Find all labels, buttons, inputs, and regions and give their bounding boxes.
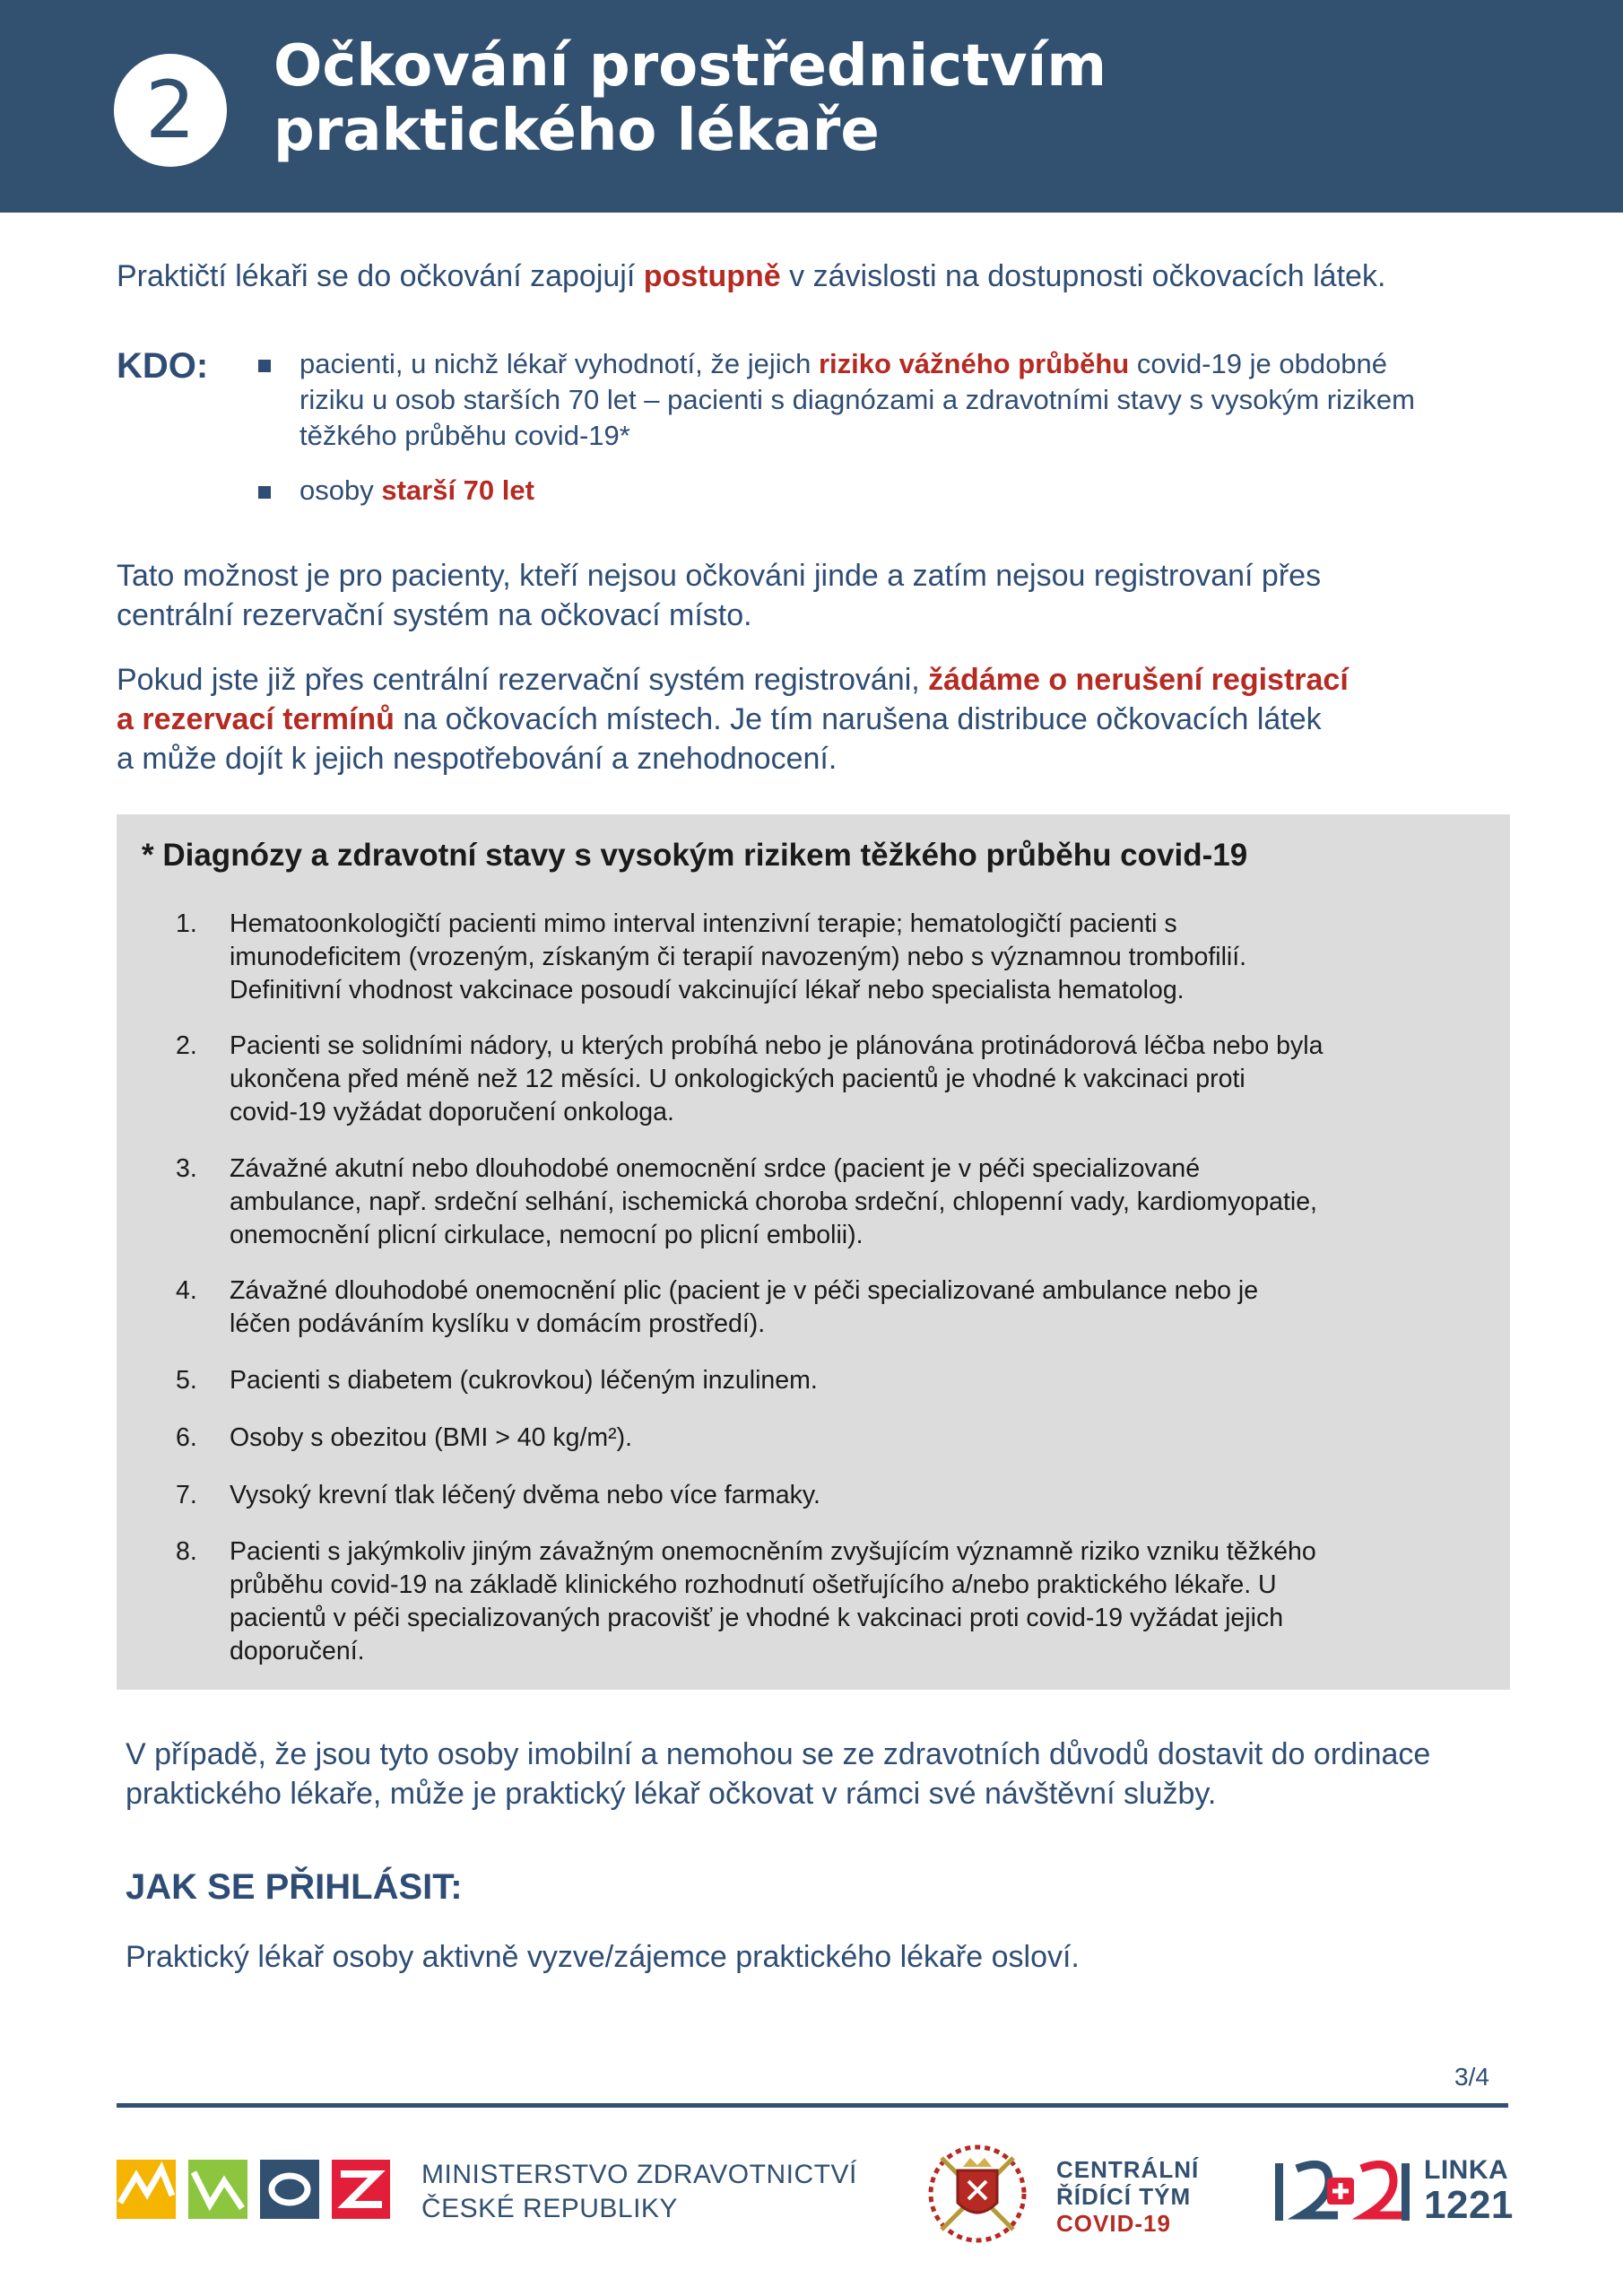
kdo-label: KDO: <box>117 346 209 386</box>
title-line-2: praktického lékaře <box>273 98 880 164</box>
diagnosis-number: 7. <box>176 1481 197 1509</box>
section-number-badge: 2 <box>114 54 227 167</box>
intro-text-end: v závislosti na dostupnosti očkovacích látek. <box>780 259 1386 293</box>
diagnosis-line: onemocnění plicní cirkulace, nemocní po plicní embolii). <box>230 1221 864 1249</box>
diagnosis-number: 3. <box>176 1154 197 1183</box>
diagnosis-item <box>176 1152 1431 1252</box>
kdo-item-1-line-2: riziku u osob starších 70 let – pacienti s diagnózami a zdravotními stavy s vysokým rizikem <box>299 384 1415 415</box>
diagnosis-item <box>176 1535 1431 1668</box>
crt-name-line-3: COVID-19 <box>1056 2210 1171 2237</box>
home-visit-line-1: V případě, že jsou tyto osoby imobilní a nemohou se ze zdravotních důvodů dostavit do ordinace <box>126 1737 1431 1771</box>
bullet-square-icon <box>258 360 271 372</box>
crt-name-line-1: CENTRÁLNÍ <box>1056 2156 1200 2183</box>
diagnosis-item <box>176 908 1431 1007</box>
registration-text: Pokud jste již přes centrální rezervační systém registrováni, <box>117 663 929 697</box>
diagnosis-number: 4. <box>176 1276 197 1305</box>
kdo-item-2-highlight: starší 70 let <box>381 474 534 506</box>
diagnosis-line: Hematoonkologičtí pacienti mimo interval intenzivní terapie; hematologičtí pacienti s <box>230 909 1177 938</box>
availability-line-1: Tato možnost je pro pacienty, kteří nejsou očkováni jinde a zatím nejsou registrovaní přes <box>117 559 1322 593</box>
page-title <box>273 34 1107 163</box>
diagnosis-line: Vysoký krevní tlak léčený dvěma nebo více farmaky. <box>230 1481 820 1509</box>
diagnosis-line: ambulance, např. srdeční selhání, ischemická choroba srdeční, chlopenní vady, kardiomyopatie, <box>230 1187 1317 1216</box>
registration-highlight-2: a rezervací termínů <box>117 702 395 736</box>
diagnosis-line: léčen podáváním kyslíku v domácím prostředí). <box>230 1309 766 1338</box>
diagnosis-item <box>176 1479 1431 1512</box>
crt-name-line-2: ŘÍDÍCÍ TÝM <box>1056 2183 1192 2210</box>
intro-paragraph <box>117 257 1385 296</box>
ministry-logo-icon <box>117 2160 390 2224</box>
diagnosis-line: ukončena před méně než 12 měsíci. U onkologických pacientů je vhodné k vakcinaci proti <box>230 1065 1245 1093</box>
diagnosis-line: pacientů v péči specializovaných pracovišť je vhodné k vakcinaci proti covid-19 vyžádat jejich <box>230 1604 1284 1632</box>
crt-emblem-icon <box>924 2140 1031 2248</box>
diagnosis-number: 1. <box>176 909 197 938</box>
kdo-item-1-line-1 <box>299 346 1415 382</box>
diagnosis-number: 5. <box>176 1366 197 1395</box>
page-number: 3/4 <box>1454 2063 1489 2091</box>
availability-paragraph <box>117 556 1321 635</box>
bullet-square-icon <box>258 486 271 499</box>
diagnosis-item <box>176 1364 1431 1397</box>
intro-text: Praktičtí lékaři se do očkování zapojují <box>117 259 644 293</box>
ministry-name <box>421 2158 857 2226</box>
diagnosis-number: 2. <box>176 1031 197 1060</box>
hotline-label-line-1: LINKA <box>1424 2155 1509 2185</box>
title-line-1: Očkování prostřednictvím <box>273 33 1107 100</box>
diagnosis-line: Definitivní vhodnost vakcinace posoudí vakcinující lékař nebo specialista hematolog. <box>230 976 1185 1004</box>
how-to-register-heading: JAK SE PŘIHLÁSIT: <box>126 1867 463 1907</box>
diagnosis-line: průběhu covid-19 na základě klinického rozhodnutí ošetřujícího a/nebo praktického lékaře. U <box>230 1570 1277 1599</box>
registration-line-1 <box>117 660 1349 700</box>
diagnosis-line: Závažné akutní nebo dlouhodobé onemocnění srdce (pacient je v péči specializované <box>230 1154 1201 1183</box>
registration-paragraph <box>117 660 1349 778</box>
diagnosis-line: Pacienti s jakýmkoliv jiným závažným onemocněním zvyšujícím významně riziko vzniku těžkého <box>230 1537 1316 1566</box>
diagnosis-line: Osoby s obezitou (BMI > 40 kg/m²). <box>230 1423 633 1452</box>
diagnosis-line: Závažné dlouhodobé onemocnění plic (pacient je v péči specializované ambulance nebo je <box>230 1276 1259 1305</box>
diagnosis-number: 6. <box>176 1423 197 1452</box>
registration-highlight: žádáme o nerušení registrací <box>928 663 1349 697</box>
diagnosis-item <box>176 1274 1431 1341</box>
kdo-item-1-line-3: těžkého průběhu covid-19* <box>299 420 630 451</box>
footer-divider <box>117 2103 1508 2108</box>
kdo-item-1-text-end: covid-19 je obdobné <box>1129 348 1388 379</box>
kdo-item-2-text: osoby <box>299 474 382 506</box>
ministry-name-line-2: ČESKÉ REPUBLIKY <box>421 2194 678 2223</box>
diagnosis-line: Pacienti s diabetem (cukrovkou) léčeným inzulinem. <box>230 1366 818 1395</box>
diagnosis-line: covid-19 vyžádat doporučení onkologa. <box>230 1098 674 1126</box>
hotline-label <box>1424 2156 1514 2226</box>
registration-line-3: a může dojít k jejich nespotřebování a znehodnocení. <box>117 742 838 776</box>
kdo-item-1-highlight: riziko vážného průběhu <box>818 348 1130 379</box>
kdo-item-1 <box>299 346 1415 454</box>
header-banner <box>0 0 1623 213</box>
home-visit-paragraph <box>126 1735 1430 1813</box>
diagnoses-title: * Diagnózy a zdravotní stavy s vysokým rizikem těžkého průběhu covid-19 <box>142 838 1248 873</box>
diagnosis-line: doporučení. <box>230 1637 365 1665</box>
registration-text-2: na očkovacích místech. Je tím narušena distribuce očkovacích látek <box>394 702 1322 736</box>
how-to-register-text: Praktický lékař osoby aktivně vyzve/zájemce praktického lékaře osloví. <box>126 1940 1080 1974</box>
ministry-name-line-1: MINISTERSTVO ZDRAVOTNICTVÍ <box>421 2160 857 2189</box>
registration-line-2 <box>117 700 1349 739</box>
crt-name <box>1056 2156 1199 2237</box>
diagnosis-line: imunodeficitem (vrozeným, získaným či terapií navozeným) nebo s významnou trombofilií. <box>230 943 1247 971</box>
hotline-logo-icon <box>1275 2160 1410 2224</box>
kdo-item-2 <box>299 473 534 509</box>
kdo-item-1-text: pacienti, u nichž lékař vyhodnotí, že jejich <box>299 348 819 379</box>
intro-highlight: postupně <box>643 259 781 293</box>
home-visit-line-2: praktického lékaře, může je praktický lékař očkovat v rámci své návštěvní služby. <box>126 1777 1217 1811</box>
diagnosis-line: Pacienti se solidními nádory, u kterých probíhá nebo je plánována protinádorová léčba nebo byla <box>230 1031 1324 1060</box>
diagnosis-item <box>176 1030 1431 1129</box>
availability-line-2: centrální rezervační systém na očkovací místo. <box>117 598 752 632</box>
diagnosis-number: 8. <box>176 1537 197 1566</box>
diagnosis-item <box>176 1422 1431 1455</box>
hotline-number: 1221 <box>1424 2183 1514 2227</box>
